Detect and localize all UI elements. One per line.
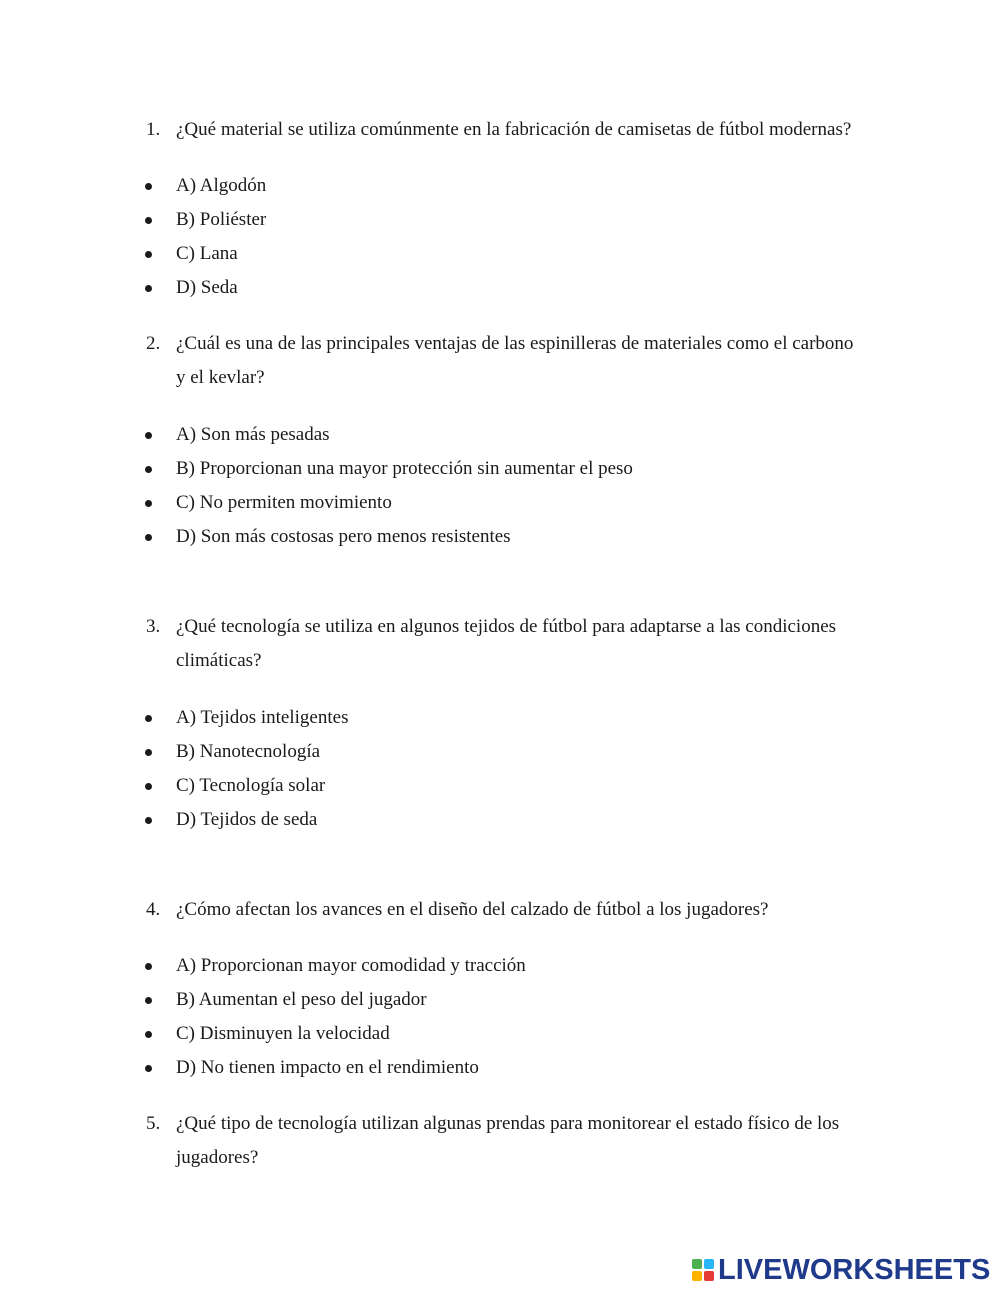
question-number: 1.: [146, 119, 161, 140]
option-label: B) Proporcionan una mayor protección sin aumentar el peso: [176, 458, 633, 479]
bullet-icon: [145, 749, 152, 756]
bullet-icon: [145, 715, 152, 722]
bullet-icon: [145, 997, 152, 1004]
option-label: B) Poliéster: [176, 209, 267, 230]
question-number: 2.: [146, 333, 161, 354]
option-label: D) Son más costosas pero menos resistentes: [176, 526, 511, 547]
question-text: ¿Qué tipo de tecnología utilizan algunas prendas para monitorear el estado físico de los: [176, 1113, 840, 1134]
bullet-icon: [145, 432, 152, 439]
bullet-icon: [145, 466, 152, 473]
question-text: ¿Cómo afectan los avances en el diseño del calzado de fútbol a los jugadores?: [176, 899, 769, 920]
question-text: climáticas?: [176, 650, 262, 671]
bullet-icon: [145, 217, 152, 224]
bullet-icon: [145, 534, 152, 541]
question-text: y el kevlar?: [176, 367, 265, 388]
question-number: 5.: [146, 1113, 161, 1134]
logo-square-yellow: [692, 1271, 702, 1281]
option-label: D) Seda: [176, 277, 238, 298]
question-text: ¿Qué tecnología se utiliza en algunos tejidos de fútbol para adaptarse a las condiciones: [176, 616, 837, 637]
bullet-icon: [145, 285, 152, 292]
bullet-icon: [145, 817, 152, 824]
question-number: 3.: [146, 616, 161, 637]
bullet-icon: [145, 183, 152, 190]
logo-square-green: [692, 1259, 702, 1269]
option-label: A) Proporcionan mayor comodidad y tracción: [176, 955, 526, 976]
bullet-icon: [145, 251, 152, 258]
brand-name: LIVEWORKSHEETS: [718, 1254, 991, 1286]
option-label: A) Son más pesadas: [176, 424, 330, 445]
question-number: 4.: [146, 899, 161, 920]
option-label: B) Aumentan el peso del jugador: [176, 989, 427, 1010]
question-text: ¿Cuál es una de las principales ventajas de las espinilleras de materiales como el carbono: [176, 333, 854, 354]
option-label: A) Tejidos inteligentes: [176, 707, 349, 728]
question-text: jugadores?: [176, 1147, 259, 1168]
option-label: C) Lana: [176, 243, 238, 264]
liveworksheets-logo-icon: [692, 1259, 714, 1281]
question-text: ¿Qué material se utiliza comúnmente en la fabricación de camisetas de fútbol modernas?: [176, 119, 852, 140]
liveworksheets-brand[interactable]: [692, 1255, 990, 1285]
bullet-icon: [145, 783, 152, 790]
logo-square-blue: [704, 1259, 714, 1269]
bullet-icon: [145, 500, 152, 507]
option-label: A) Algodón: [176, 175, 267, 196]
option-label: C) Disminuyen la velocidad: [176, 1023, 390, 1044]
option-label: C) Tecnología solar: [176, 775, 326, 796]
option-label: D) No tienen impacto en el rendimiento: [176, 1057, 479, 1078]
option-label: B) Nanotecnología: [176, 741, 321, 762]
option-label: C) No permiten movimiento: [176, 492, 392, 513]
option-label: D) Tejidos de seda: [176, 809, 318, 830]
bullet-icon: [145, 963, 152, 970]
logo-square-red: [704, 1271, 714, 1281]
bullet-icon: [145, 1031, 152, 1038]
bullet-icon: [145, 1065, 152, 1072]
